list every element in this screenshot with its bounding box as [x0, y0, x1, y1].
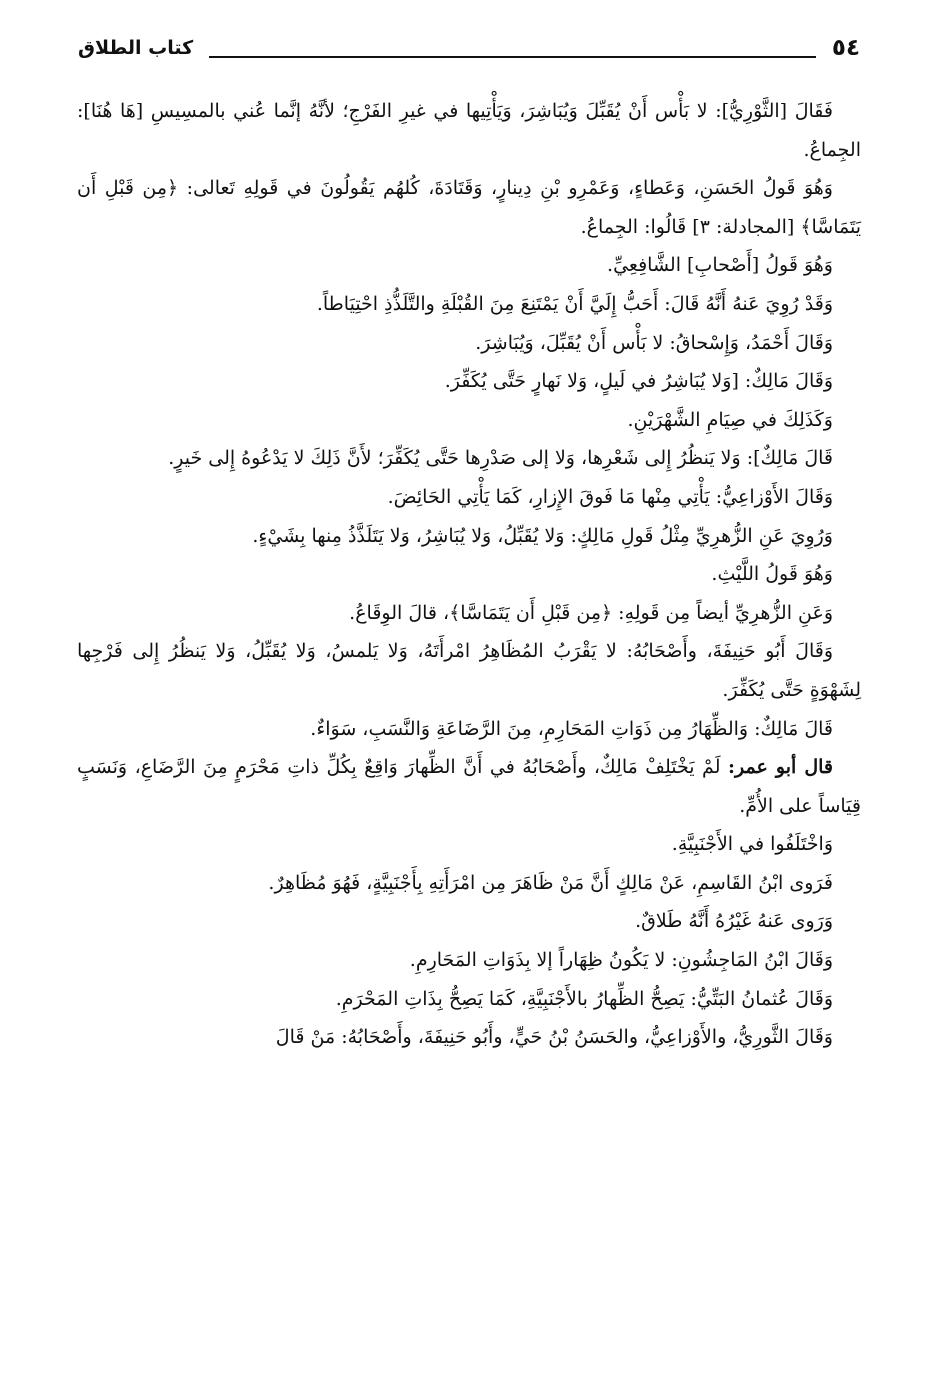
- paragraph-text: وَاخْتَلَفُوا في الأَجْنَبِيَّةِ.: [671, 833, 833, 856]
- paragraph-text: وَهُوَ قَولُ الحَسَنِ، وَعَطاءٍ، وَعَمْرِو بْنِ دِينارٍ، وَقَتَادَةَ، كُلهُم يَقُولُونَ في قَولِهِ تَعالى: ﴿مِن قَبْلِ أَن يَتَمَاسَّا﴾ [المجادلة: ٣] قَالُوا: الجِماعُ.: [77, 177, 861, 238]
- paragraph: [77, 902, 861, 941]
- paragraph-text: وَهُوَ قَولُ اللَّيْثِ.: [711, 563, 833, 586]
- paragraph-text: وَقَالَ ابْنُ المَاجِشُونِ: لا يَكُونُ ظِهَاراً إلا بِذَوَاتِ المَحَارِمِ.: [409, 949, 833, 972]
- paragraph: [77, 632, 861, 709]
- paragraph: [77, 1018, 861, 1057]
- paragraph-text: وَقَالَ الثَّورِيُّ، والأَوْزاعِيُّ، والحَسَنُ بْنُ حَيٍّ، وأَبُو حَنِيفَةَ، وأَصْحَابُهُ: مَنْ قَالَ: [275, 1026, 833, 1049]
- paragraph: [77, 980, 861, 1019]
- paragraph: [77, 324, 861, 363]
- paragraph: [77, 285, 861, 324]
- paragraph: [77, 169, 861, 246]
- paragraph-text: وَهُوَ قَولُ [أَصْحابِ] الشَّافِعِيِّ.: [607, 254, 833, 277]
- page-number: ٥٤: [831, 35, 860, 61]
- paragraph: [77, 478, 861, 517]
- paragraph: [77, 246, 861, 285]
- paragraph: [77, 517, 861, 556]
- paragraph-text: وَرَوى عَنهُ غَيْرُهُ أَنَّهُ طَلاقٌ.: [635, 910, 833, 933]
- paragraph: [77, 555, 861, 594]
- paragraph-text: وَقَالَ الأَوْزاعِيُّ: يَأْتِي مِنْها مَا فَوقَ الإِزارِ، كَمَا يَأْتِي الحَائِضَ.: [387, 485, 833, 508]
- paragraph-text: وَقَدْ رُوِيَ عَنهُ أَنَّهُ قَالَ: أَحَبُّ إِلَيَّ أَنْ يَمْتَنِعَ مِنَ القُبْلَةِ والتَّلَذُّذِ احْتِيَاطاً.: [316, 292, 833, 315]
- paragraph-text: لَمْ يَخْتَلِفْ مَالِكٌ، وأَصْحَابُهُ في أَنَّ الظِّهارَ وَاقِعٌ بِكُلِّ ذاتِ مَحْرَمٍ مِنَ الرَّضَاعِ، وَنَسَبٍ قِيَاساً على الأُمِّ.: [77, 756, 861, 817]
- paragraph-text: وَكَذَلِكَ في صِيَامِ الشَّهْرَيْنِ.: [627, 408, 833, 431]
- paragraph-text: وَقَالَ أَبُو حَنِيفَةَ، وأَصْحَابُهُ: لا يَقْرَبُ المُظَاهِرُ امْرأَتَهُ، وَلا يَلمسُ، وَلا يُقَبِّلُ، وَلا يَنظُرُ إِلى فَرْجِها لِشَهْوَةٍ حَتَّى يُكَفِّرَ.: [77, 640, 861, 701]
- header-rule: [209, 56, 816, 58]
- paragraph-text: وَقَالَ عُثمانُ البَتِّيُّ: يَصِحُّ الظِّهارُ بالأَجْنَبِيَّةِ، كَمَا يَصِحُّ بِذَاتِ المَحْرَمِ.: [335, 987, 833, 1010]
- paragraph: [77, 941, 861, 980]
- paragraph: [77, 748, 861, 825]
- running-title: كتاب الطلاق: [78, 37, 194, 59]
- running-header: [78, 30, 860, 66]
- paragraph: [77, 92, 861, 169]
- paragraph: [77, 362, 861, 401]
- paragraph: [77, 864, 861, 903]
- paragraph-text: وَرُوِيَ عَنِ الزُّهرِيِّ مِثْلُ قَولِ مَالِكٍ: وَلا يُقَبِّلُ، وَلا يُبَاشِرُ، وَلا يَتَلَذَّذُ مِنها بِشَيْءٍ.: [252, 524, 833, 547]
- paragraph-text: وَقَالَ مَالِكٌ: [وَلا يُبَاشِرُ في لَيلٍ، وَلا نَهارٍ حَتَّى يُكَفِّرَ.: [444, 370, 833, 393]
- paragraph: [77, 710, 861, 749]
- paragraph: [77, 594, 861, 633]
- paragraph-text: وَعَنِ الزُّهرِيِّ أيضاً مِن قَولِهِ: ﴿مِن قَبْلِ أَن يَتَمَاسَّا﴾، قالَ الوِقَاعُ.: [349, 601, 833, 624]
- paragraph-text: فَرَوى ابْنُ القَاسِمِ، عَنْ مَالِكٍ أَنَّ مَنْ ظَاهَرَ مِن امْرَأَتِهِ بِأَجْنَبِيَّةٍ، فَهُوَ مُظَاهِرٌ.: [268, 871, 833, 894]
- paragraph: [77, 401, 861, 440]
- paragraph: [77, 439, 861, 478]
- paragraph-text: قَالَ مَالِكٌ]: وَلا يَنظُرُ إِلى شَعْرِها، وَلا إلى صَدْرِها حَتَّى يُكَفِّرَ؛ لأَنَّ ذَلِكَ لا يَدْعُوهُ إِلى خَيرٍ.: [168, 447, 833, 470]
- paragraph-text: وَقَالَ أَحْمَدُ، وَإِسْحاقُ: لا بَأْس أَنْ يُقَبِّلَ، وَيُبَاشِرَ.: [475, 331, 833, 354]
- paragraph-text: قَالَ مَالِكٌ: وَالظِّهَارُ مِن ذَوَاتِ المَحَارِمِ، مِنَ الرَّضَاعَةِ وَالنَّسَبِ، سَوَاءٌ.: [310, 717, 833, 740]
- paragraph-text: فَقَالَ [الثَّوْرِيُّ]: لا بَأْس أَنْ يُقَبِّلَ وَيُبَاشِرَ، وَيَأْتِيها في غيرِ الفَرْجِ؛ لأنَّهُ إنَّما عُني بالمسِيسِ [هَا هُنَا]: الجِماعُ.: [77, 100, 861, 161]
- page-body: [77, 92, 861, 1057]
- paragraph: [77, 825, 861, 864]
- paragraph-lead: قال أبو عمر:: [727, 756, 834, 779]
